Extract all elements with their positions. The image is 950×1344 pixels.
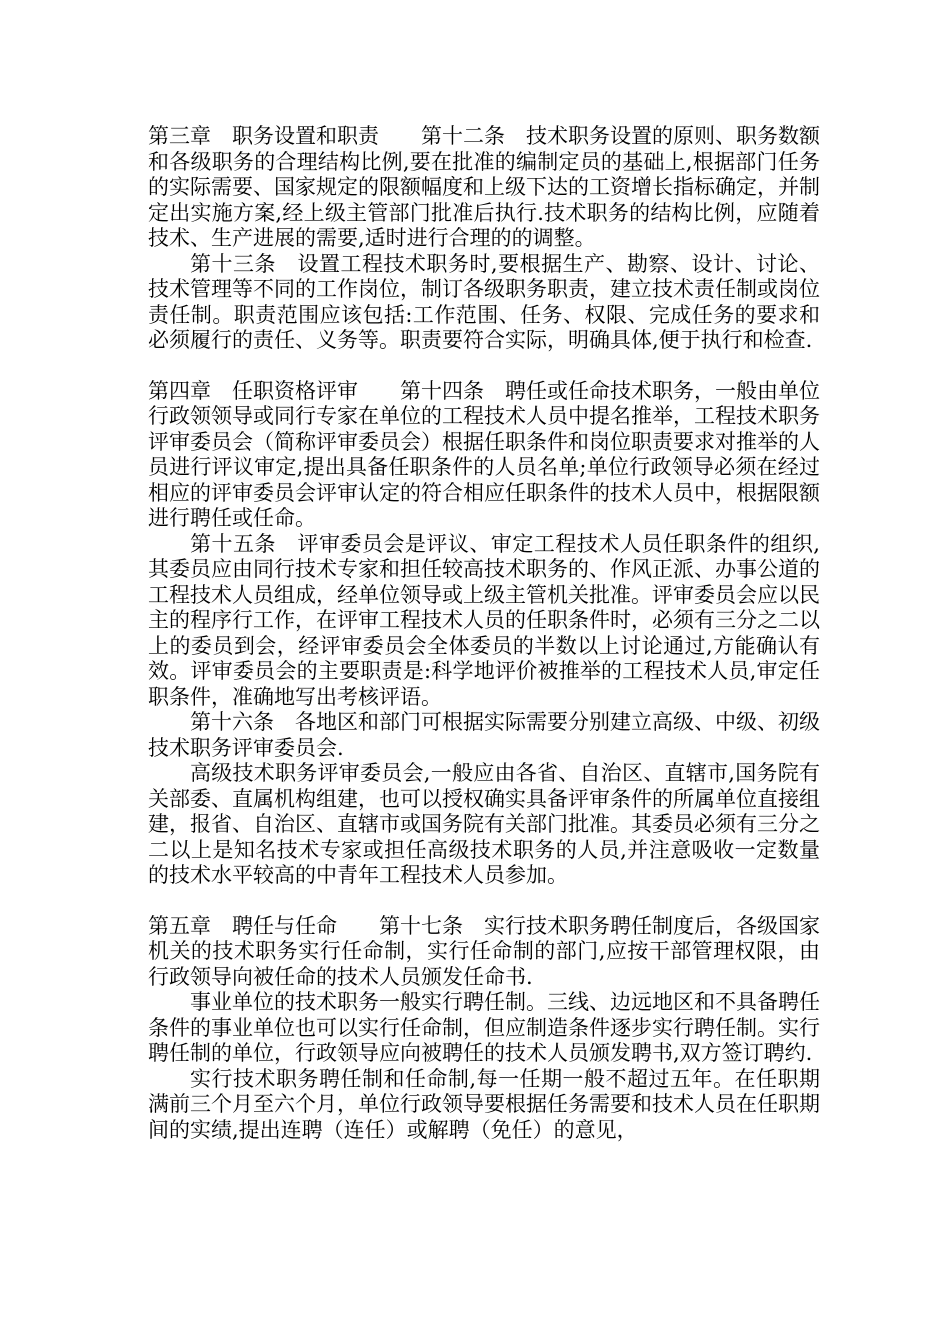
article-15-paragraph: 第十五条 评审委员会是评议、审定工程技术人员任职条件的组织,其委员应由同行技术专家和担任较高技术职务的、作风正派、办事公道的工程技术人员组成，经单位领导或上级主管机关批准。评审委员会应以民主的程序行工作，在评审工程技术人员的任职条件时，必须有三分之二以上的委员到会，经评审委员会全体委员的半数以上讨论通过,方能确认有效。评审委员会的主要职责是:科学地评价被推举的工程技术人员,审定任职条件，准确地写出考核评语。 (148, 531, 820, 709)
article-13-paragraph: 第十三条 设置工程技术职务时,要根据生产、勘察、设计、讨论、技术管理等不同的工作岗位，制订各级职务职责，建立技术责任制或岗位责任制。职责范围应该包括:工作范围、任务、权限、完成任务的要求和必须履行的责任、义务等。职责要符合实际，明确具体,便于执行和检查. (148, 251, 820, 352)
section-gap (148, 354, 820, 379)
term-of-office-paragraph: 实行技术职务聘任制和任命制,每一任期一般不超过五年。在任职期满前三个月至六个月，单位行政领导要根据任务需要和技术人员在任职期间的实绩,提出连聘（连任）或解聘（免任）的意见， (148, 1066, 820, 1142)
document-body (148, 124, 820, 1143)
chapter-4-paragraph: 第四章 任职资格评审 第十四条 聘任或任命技术职务，一般由单位行政领领导或同行专家在单位的工程技术人员中提名推举，工程技术职务评审委员会（简称评审委员会）根据任职条件和岗位职责要求对推举的人员进行评议审定,提出具备任职条件的人员名单;单位行政领导必须在经过相应的评审委员会评审认定的符合相应任职条件的技术人员中，根据限额进行聘任或任命。 (148, 378, 820, 530)
section-gap (148, 889, 820, 914)
article-16-paragraph: 第十六条 各地区和部门可根据实际需要分别建立高级、中级、初级技术职务评审委员会. (148, 710, 820, 760)
senior-committee-paragraph: 高级技术职务评审委员会,一般应由各省、自治区、直辖市,国务院有关部委、直属机构组建，也可以授权确实具备评审条件的所属单位直接组建，报省、自治区、直辖市或国务院有关部门批准。其委员必须有三分之二以上是知名技术专家或担任高级技术职务的人员,并注意吸收一定数量的技术水平较高的中青年工程技术人员参加。 (148, 761, 820, 887)
chapter-5-paragraph: 第五章 聘任与任命 第十七条 实行技术职务聘任制度后，各级国家机关的技术职务实行任命制，实行任命制的部门,应按干部管理权限，由行政领导向被任命的技术人员颁发任命书. (148, 913, 820, 989)
public-institution-paragraph: 事业单位的技术职务一般实行聘任制。三线、边远地区和不具备聘任条件的事业单位也可以实行任命制，但应制造条件逐步实行聘任制。实行聘任制的单位，行政领导应向被聘任的技术人员颁发聘书,双方签订聘约. (148, 990, 820, 1065)
chapter-3-paragraph: 第三章 职务设置和职责 第十二条 技术职务设置的原则、职务数额和各级职务的合理结构比例,要在批准的编制定员的基础上,根据部门任务的实际需要、国家规定的限额幅度和上级下达的工资增长指标确定，并制定出实施方案,经上级主管部门批准后执行.技术职务的结构比例，应随着技术、生产进展的需要,适时进行合理的的调整。 (148, 124, 820, 250)
